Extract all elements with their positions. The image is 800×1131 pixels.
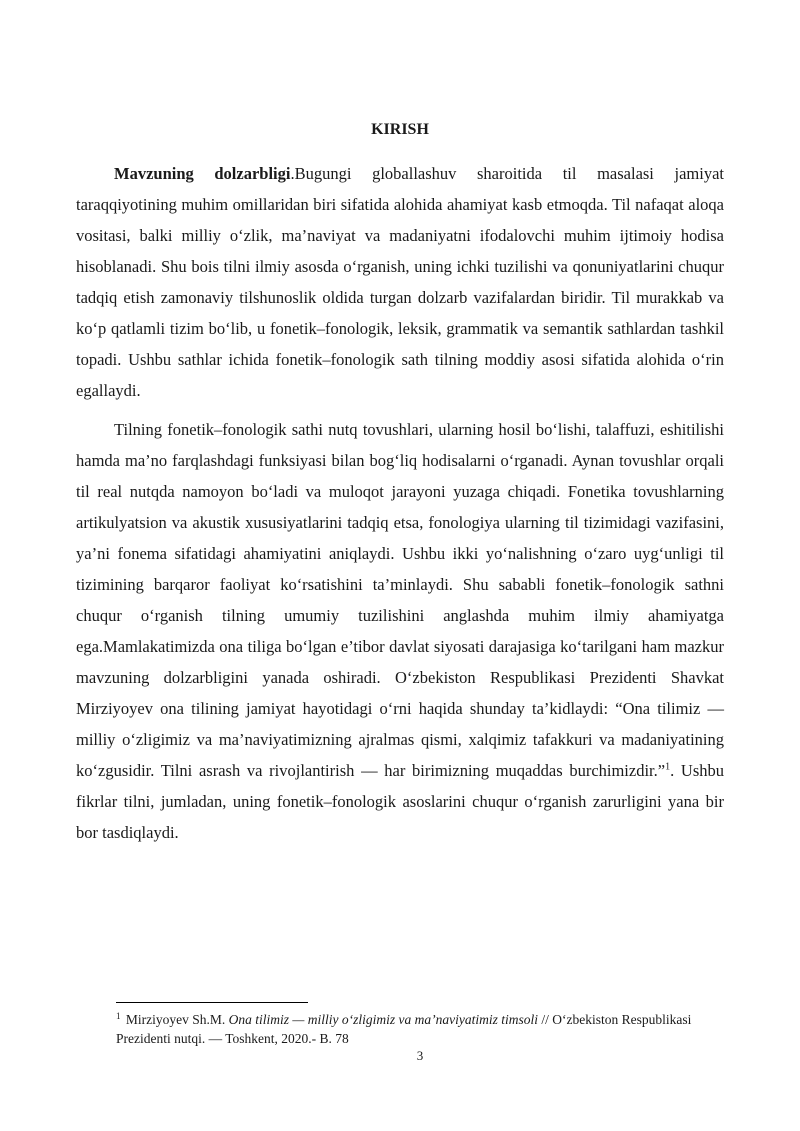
paragraph-text: . Ushbu fikrlar tilni, jumladan, uning fonetik–fonologik asoslarini chuqur o‘rganish zarurligini yana bir bor tasdiqlaydi. [76, 761, 724, 842]
paragraph-text: .Bugungi globallashuv sharoitida til masalasi jamiyat taraqqiyotining muhim omillaridan biri sifatida alohida ahamiyat kasb etmoqda. Til nafaqat aloqa vositasi, balki milliy o‘zlik, ma’naviyat va madaniyatni ifodalovchi muhim ijtimoiy hodisa hisoblanadi. Shu bois tilni ilmiy asosda o‘rganish, uning ichki tuzilishi va qonuniyatlarini chuqur tadqiq etish zamonaviy tilshunoslik oldida turgan dolzarb vazifalardan biridir. Til murakkab va ko‘p qatlamli tizim bo‘lib, u fonetik–fonologik, leksik, grammatik va semantik sathlardan tashkil topadi. Ushbu sathlar ichida fonetik–fonologik sath tilning moddiy asosi sifatida alohida o‘rin egallaydi. [76, 164, 724, 400]
paragraph-text: Tilning fonetik–fonologik sathi nutq tovushlari, ularning hosil bo‘lishi, talaffuzi, eshitilishi hamda ma’no farqlashdagi funksiyasi bilan bog‘liq hodisalarni o‘rganadi. Aynan tovushlar orqali til real nutqda namoyon bo‘ladi va muloqot jarayoni yuzaga chiqadi. Fonetika tovushlarning artikulyatsion va akustik xususiyatlarini tadqiq etsa, fonologiya ularning til tizimidagi vazifasini, ya’ni fonema sifatidagi ahamiyatini aniqlaydi. Ushbu ikki yo‘nalishning o‘zaro uyg‘unligi til tizimining barqaror faoliyat ko‘rsatishini ta’minlaydi. Shu sababli fonetik–fonologik sathni chuqur o‘rganish tilning umumiy tuzilishini anglashda muhim ilmiy ahamiyatga ega.Mamlakatimizda ona tiliga bo‘lgan e’tibor davlat siyosati darajasiga ko‘tarilgani ham mazkur mavzuning dolzarbligini yanada oshiradi. O‘zbekiston Respublikasi Prezidenti Shavkat Mirziyoyev ona tilining jamiyat hayotidagi o‘rni haqida shunday ta’kidlaydi: “Ona tilimiz — milliy o‘zligimiz va ma’naviyatimizning ajralmas qismi, xalqimiz tafakkuri va madaniyatining ko‘zgusidir. Tilni asrash va rivojlantirish — har birimizning muqaddas burchimizdir.” [76, 420, 724, 780]
footnote-author: Mirziyoyev Sh.M. [125, 1012, 226, 1027]
paragraph-lead: Mavzuning dolzarbligi [114, 164, 291, 183]
body-text [76, 158, 724, 848]
footnote-mark: 1 [116, 1010, 121, 1021]
footnote-title: Ona tilimiz — milliy o‘zligimiz va ma’naviyatimiz timsoli [228, 1012, 538, 1027]
footnote-reference[interactable]: 1 [665, 761, 671, 773]
footnote [116, 1010, 736, 1048]
section-heading: KIRISH [371, 121, 429, 138]
paragraph-phonetics [76, 414, 724, 848]
footnote-source: // O‘zbekiston Respublikasi Prezidenti nutqi. — Toshkent, 2020.- B. 78 [116, 1012, 692, 1046]
page-number: 3 [416, 1048, 424, 1063]
footnote-divider [116, 1002, 308, 1003]
paragraph-relevance [76, 158, 724, 406]
